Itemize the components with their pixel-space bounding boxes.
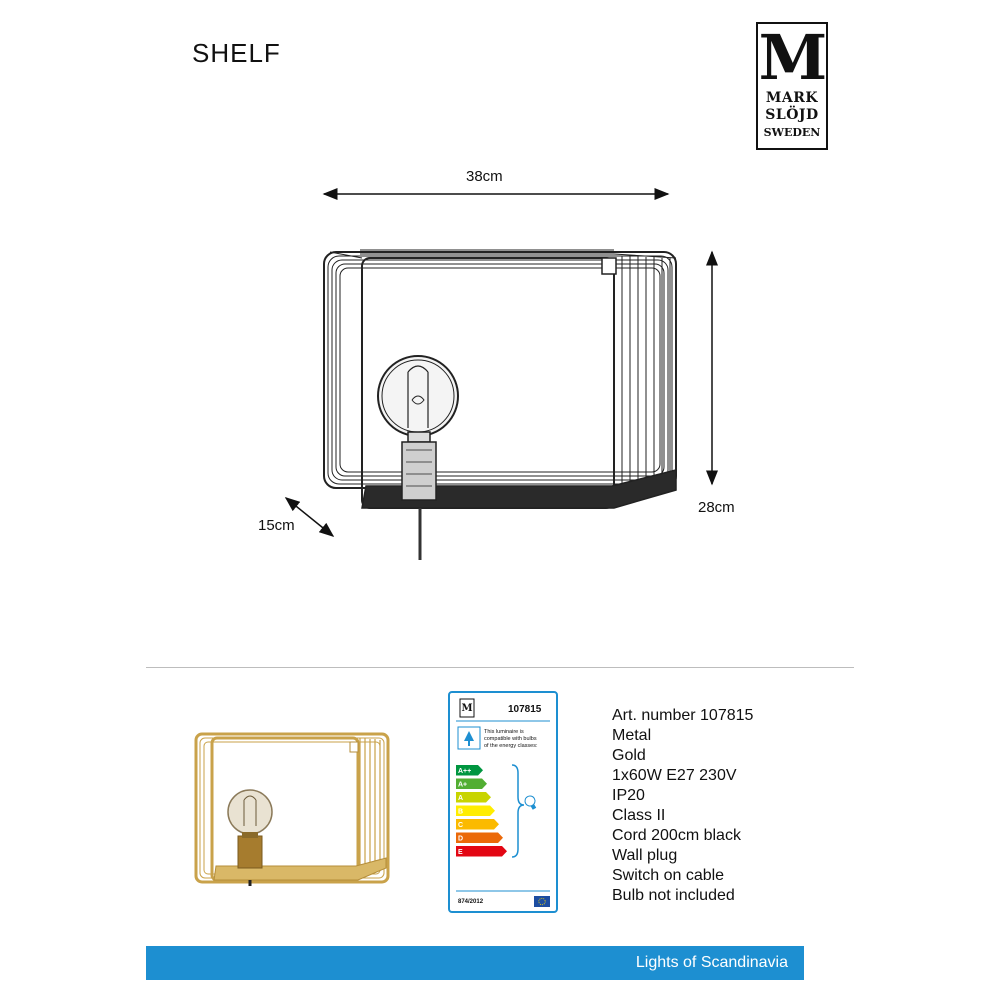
energy-class-label: A+ — [458, 781, 468, 789]
energy-label-text-line: This luminaire is — [484, 729, 524, 735]
energy-regulation: 874/2012 — [458, 899, 484, 905]
spec-item: Gold — [612, 747, 646, 764]
section-divider — [146, 667, 854, 668]
bulb-icon — [523, 794, 539, 811]
energy-class-label: C — [458, 822, 464, 829]
energy-class-bars — [456, 765, 507, 857]
spec-item: Bulb not included — [612, 887, 735, 904]
spec-item: Cord 200cm black — [612, 827, 741, 844]
spec-list — [612, 706, 753, 906]
shelf-frame-drawing — [324, 250, 676, 508]
width-label: 38cm — [466, 168, 503, 185]
spec-item: Wall plug — [612, 847, 678, 864]
energy-class-bar — [456, 846, 507, 857]
logo-line-sweden: SWEDEN — [763, 126, 821, 139]
bulb-drawing — [378, 356, 458, 442]
spec-item: Class II — [612, 807, 666, 824]
product-photo — [190, 726, 400, 886]
page-title: SHELF — [192, 38, 281, 68]
spec-item: Metal — [612, 727, 652, 744]
energy-label-text-line: of the energy classes: — [484, 743, 538, 749]
energy-class-label: D — [458, 835, 464, 843]
logo-line-mark: MARK — [765, 90, 819, 106]
depth-label: 15cm — [258, 517, 295, 534]
height-label: 28cm — [698, 499, 735, 516]
energy-class-label: A++ — [458, 768, 472, 775]
footer-bar — [146, 946, 804, 980]
energy-class-label: A — [458, 795, 464, 802]
lamp-socket-drawing — [402, 442, 436, 500]
logo-letter: M — [758, 21, 826, 94]
logo-line-slojd: SLÖJD — [765, 107, 819, 123]
energy-label — [448, 691, 558, 913]
class-range-bracket — [512, 765, 524, 857]
spec-item: Art. number 107815 — [612, 707, 754, 724]
energy-label-graphic — [450, 693, 556, 911]
footer-tagline: Lights of Scandinavia — [635, 954, 788, 971]
eu-flag-icon — [534, 896, 550, 907]
energy-class-label: B — [458, 808, 464, 816]
energy-label-logo: M — [461, 703, 473, 714]
spec-item: 1x60W E27 230V — [612, 767, 737, 784]
energy-label-article-number: 107815 — [508, 704, 542, 715]
spec-item: IP20 — [612, 787, 645, 804]
spec-item: Switch on cable — [612, 867, 725, 884]
lamp-icon — [458, 727, 480, 749]
energy-class-label: E — [458, 849, 463, 856]
energy-label-text-line: compatible with bulbs — [484, 736, 537, 742]
svg-text:This luminaire is compat — [484, 729, 538, 749]
